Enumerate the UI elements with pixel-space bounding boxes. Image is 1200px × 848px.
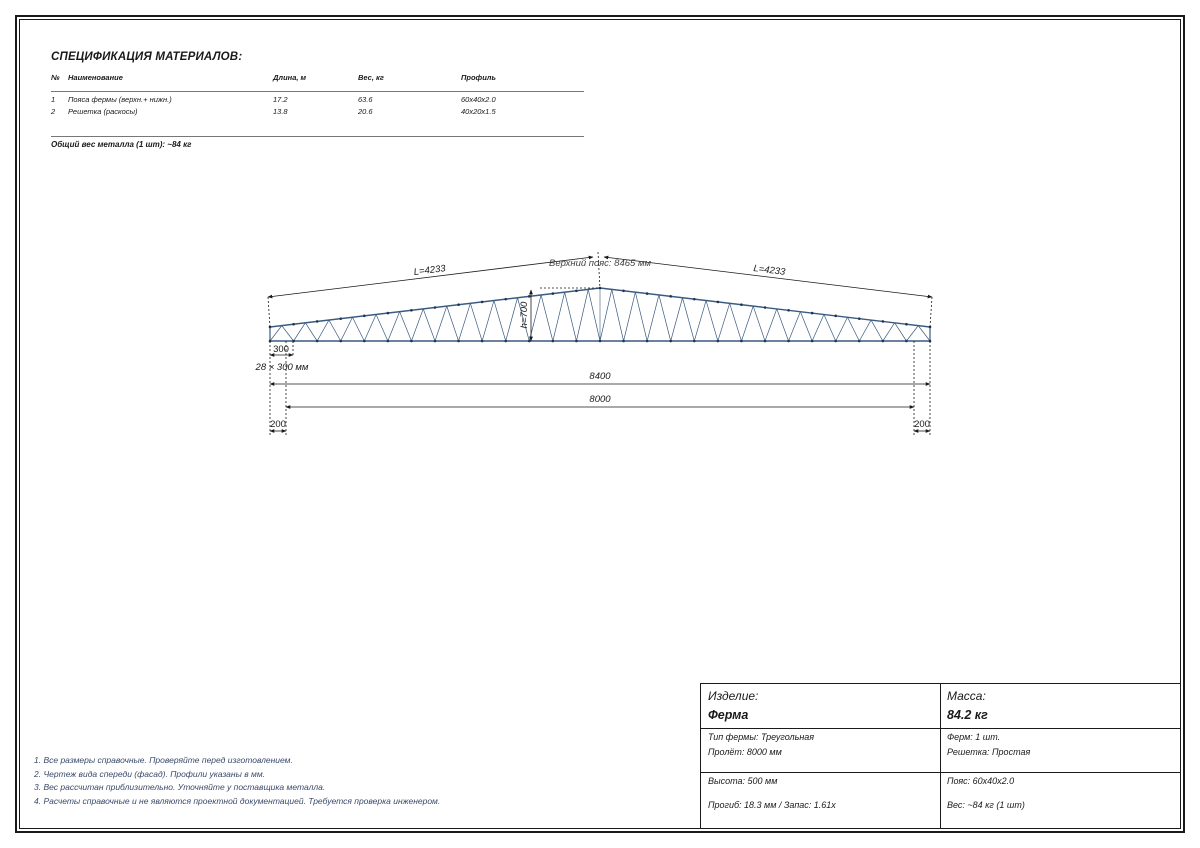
product-name: Ферма bbox=[708, 708, 749, 722]
spec-title: СПЕЦИФИКАЦИЯ МАТЕРИАЛОВ: bbox=[51, 51, 243, 63]
row-no: 1 bbox=[51, 95, 56, 104]
right-support-label: 200 bbox=[914, 419, 930, 430]
truss-node bbox=[575, 289, 578, 292]
mass-value: 84.2 кг bbox=[947, 708, 988, 722]
diagonal-brace bbox=[376, 314, 388, 341]
truss-node bbox=[717, 301, 720, 304]
diagonal-brace bbox=[895, 323, 907, 341]
mass-label: Масса: bbox=[947, 689, 986, 703]
row-name: Пояса фермы (верхн.+ нижн.) bbox=[68, 95, 172, 104]
truss-node bbox=[387, 312, 390, 315]
diagonal-brace bbox=[447, 306, 459, 341]
header-no: № bbox=[51, 73, 60, 82]
diagonal-brace bbox=[565, 292, 577, 341]
header-profile: Профиль bbox=[461, 73, 496, 82]
truss-node bbox=[339, 317, 342, 320]
panel-label: 300 bbox=[273, 344, 289, 355]
diagonal-brace bbox=[777, 309, 789, 341]
row-weight: 63.6 bbox=[358, 95, 373, 104]
diagonal-brace bbox=[859, 320, 871, 341]
truss-node bbox=[410, 309, 413, 312]
diagonal-brace bbox=[800, 312, 812, 341]
diagonal-brace bbox=[683, 298, 695, 341]
diagonal-brace bbox=[883, 323, 895, 341]
diagonal-brace bbox=[741, 306, 753, 341]
diagonal-brace bbox=[659, 295, 671, 341]
clear-span-label: 8000 bbox=[589, 394, 611, 405]
diagonal-brace bbox=[388, 312, 400, 341]
truss-node bbox=[811, 340, 814, 343]
truss-node bbox=[882, 320, 885, 323]
truss-node bbox=[552, 340, 555, 343]
panels-note: 28 × 300 мм bbox=[255, 362, 309, 373]
row-name: Решетка (раскосы) bbox=[68, 107, 138, 116]
extension-line bbox=[930, 297, 932, 327]
product-label: Изделие: bbox=[708, 689, 759, 703]
total-span-label: 8400 bbox=[589, 371, 611, 382]
diagonal-brace bbox=[730, 303, 742, 341]
lattice-type: Решетка: Простая bbox=[947, 747, 1031, 757]
truss-node bbox=[552, 292, 555, 295]
truss-node bbox=[669, 340, 672, 343]
diagonal-brace bbox=[576, 289, 588, 341]
header-weight: Вес, кг bbox=[358, 73, 384, 82]
diagonal-brace bbox=[341, 317, 353, 341]
extension-line bbox=[268, 297, 270, 327]
span: Пролёт: 8000 мм bbox=[708, 747, 782, 757]
row-length: 17.2 bbox=[273, 95, 288, 104]
right-length-label: L=4233 bbox=[752, 263, 786, 278]
truss-count: Ферм: 1 шт. bbox=[947, 732, 1001, 742]
diagonal-brace bbox=[812, 314, 824, 341]
diagonal-brace bbox=[459, 303, 471, 341]
left-length-dim bbox=[268, 257, 593, 297]
diagonal-brace bbox=[671, 298, 683, 341]
truss-node bbox=[834, 315, 837, 318]
truss-node bbox=[481, 301, 484, 304]
truss-node bbox=[740, 340, 743, 343]
diagonal-brace bbox=[400, 312, 412, 341]
diagonal-brace bbox=[482, 301, 494, 341]
truss-node bbox=[434, 306, 437, 309]
diagonal-brace bbox=[470, 303, 482, 341]
truss-node bbox=[717, 340, 720, 343]
truss-node bbox=[292, 323, 295, 326]
diagonal-brace bbox=[918, 326, 930, 341]
truss-node bbox=[858, 317, 861, 320]
truss-type: Тип фермы: Треугольная bbox=[708, 732, 815, 742]
diagonal-brace bbox=[294, 323, 306, 341]
truss-node bbox=[622, 340, 625, 343]
diagonal-brace bbox=[836, 317, 848, 341]
diagonal-brace bbox=[789, 312, 801, 341]
truss bbox=[269, 287, 932, 343]
truss-node bbox=[882, 340, 885, 343]
deflection: Прогиб: 18.3 мм / Запас: 1.61x bbox=[708, 800, 836, 810]
right-length-dim bbox=[604, 257, 932, 297]
diagonal-brace bbox=[871, 320, 883, 341]
diagonal-brace bbox=[753, 306, 765, 341]
diagonal-brace bbox=[906, 326, 918, 341]
truss-node bbox=[811, 312, 814, 315]
diagonal-brace bbox=[435, 306, 447, 341]
diagonal-brace bbox=[494, 301, 506, 341]
header-length: Длина, м bbox=[273, 73, 307, 82]
truss-node bbox=[457, 303, 460, 306]
truss-height: Высота: 500 мм bbox=[708, 776, 778, 786]
truss-node bbox=[504, 298, 507, 301]
left-support-label: 200 bbox=[270, 419, 286, 430]
truss-node bbox=[434, 340, 437, 343]
truss-node bbox=[528, 295, 531, 298]
truss-node bbox=[905, 323, 908, 326]
diagonal-brace bbox=[635, 292, 647, 341]
diagonal-brace bbox=[329, 320, 341, 341]
top-chord-label: Верхний пояс: 8465 мм bbox=[549, 258, 651, 269]
diagonal-brace bbox=[600, 289, 612, 341]
drawing-notes bbox=[34, 754, 440, 808]
truss-node bbox=[575, 340, 578, 343]
row-length: 13.8 bbox=[273, 107, 288, 116]
diagonal-brace bbox=[647, 295, 659, 341]
spec-total: Общий вес металла (1 шт): ~84 кг bbox=[51, 140, 192, 149]
truss-node bbox=[693, 298, 696, 301]
truss-node bbox=[457, 340, 460, 343]
truss-node bbox=[410, 340, 413, 343]
truss-node bbox=[387, 340, 390, 343]
diagonal-brace bbox=[541, 295, 553, 341]
truss-node bbox=[905, 340, 908, 343]
truss-node bbox=[599, 340, 602, 343]
truss-node bbox=[787, 309, 790, 312]
height-label: h=700 bbox=[519, 301, 530, 329]
diagonal-brace bbox=[423, 309, 435, 341]
truss-node bbox=[481, 340, 484, 343]
dimension-labels bbox=[255, 258, 930, 430]
truss-node bbox=[834, 340, 837, 343]
truss-node bbox=[764, 306, 767, 309]
row-profile: 60x40x2.0 bbox=[461, 95, 496, 104]
diagonal-brace bbox=[282, 326, 294, 341]
diagonal-brace bbox=[694, 301, 706, 341]
note-item: 3. Вес рассчитан приблизительно. Уточняйте у поставщика металла. bbox=[34, 782, 326, 792]
truss-node bbox=[669, 295, 672, 298]
header-name: Наименование bbox=[68, 73, 123, 82]
truss-node bbox=[646, 340, 649, 343]
title-block bbox=[700, 683, 1181, 829]
diagonal-brace bbox=[588, 289, 600, 341]
diagonal-brace bbox=[718, 303, 730, 341]
diagonal-brace bbox=[824, 314, 836, 341]
dimensions bbox=[268, 252, 932, 436]
diagonal-brace bbox=[848, 317, 860, 341]
truss-node bbox=[528, 340, 531, 343]
diagonal-brace bbox=[353, 317, 365, 341]
truss-node bbox=[858, 340, 861, 343]
diagonal-brace bbox=[270, 326, 282, 341]
diagonal-brace bbox=[553, 292, 565, 341]
truss-node bbox=[764, 340, 767, 343]
diagonal-brace bbox=[506, 298, 518, 341]
truss-node bbox=[740, 303, 743, 306]
truss-node bbox=[363, 315, 366, 318]
truss-node bbox=[504, 340, 507, 343]
row-weight: 20.6 bbox=[358, 107, 373, 116]
diagonal-brace bbox=[765, 309, 777, 341]
diagonal-brace bbox=[706, 301, 718, 341]
diagonal-brace bbox=[305, 323, 317, 341]
truss-node bbox=[622, 289, 625, 292]
diagonal-brace bbox=[411, 309, 423, 341]
truss-node bbox=[339, 340, 342, 343]
truss-node bbox=[316, 340, 319, 343]
truss-node bbox=[646, 292, 649, 295]
note-item: 4. Расчеты справочные и не являются проектной документацией. Требуется проверка инженером. bbox=[34, 795, 441, 806]
diagonal-brace bbox=[612, 289, 624, 341]
left-length-label: L=4233 bbox=[413, 263, 447, 278]
row-profile: 40x20x1.5 bbox=[461, 107, 496, 116]
note-item: 2. Чертеж вида спереди (фасад). Профили указаны в мм. bbox=[34, 768, 266, 779]
truss-node bbox=[316, 320, 319, 323]
diagonal-brace bbox=[624, 292, 636, 341]
truss-node bbox=[787, 340, 790, 343]
diagonal-brace bbox=[317, 320, 329, 341]
row-no: 2 bbox=[51, 107, 56, 116]
total-weight: Вес: ~84 кг (1 шт) bbox=[947, 800, 1025, 810]
chord-profile: Пояс: 60x40x2.0 bbox=[947, 776, 1015, 786]
note-item: 1. Все размеры справочные. Проверяйте перед изготовлением. bbox=[34, 755, 293, 765]
truss-node bbox=[363, 340, 366, 343]
diagonal-brace bbox=[364, 314, 376, 341]
truss-node bbox=[693, 340, 696, 343]
